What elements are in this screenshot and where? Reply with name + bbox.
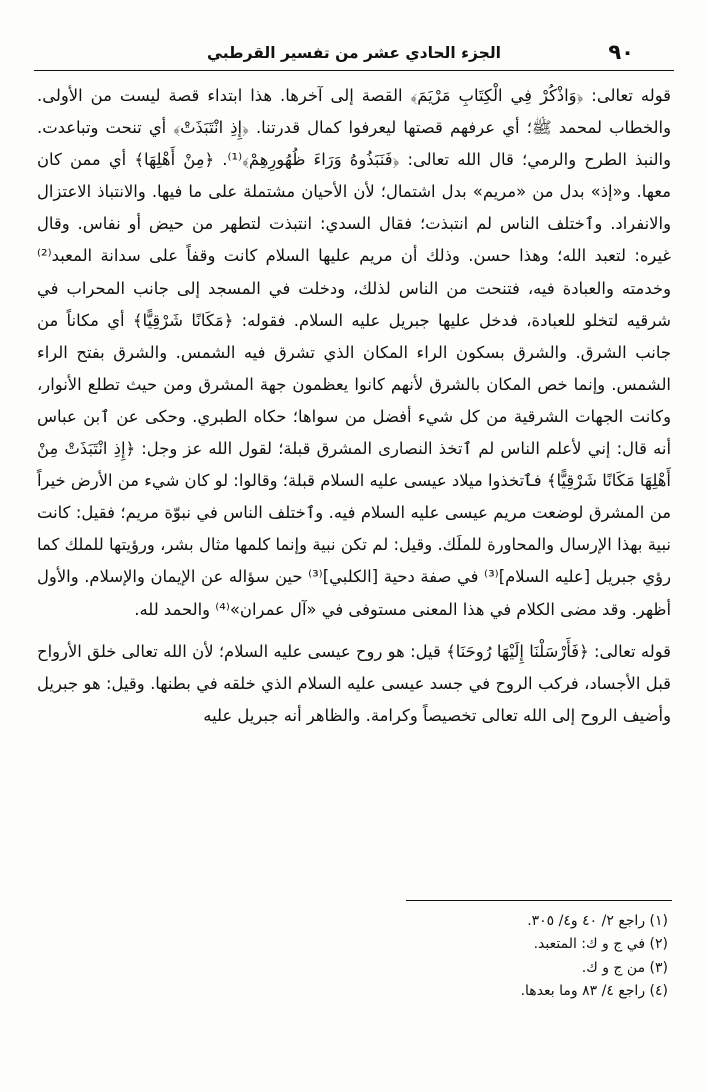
paragraph: قوله تعالى: ﴿وَاذْكُرْ فِي الْكِتَابِ مَرْيَمَ﴾ القصة إلى آخرها. هذا ابتداء قصة ليست من الأولى. والخطاب لمحمد ﷺ؛ أي عرفهم قصتها ليعرفوا كمال قدرتنا. ﴿إِذِ انْتَبَذَتْ﴾ أي تنحت وتباعدت. والنبذ الطرح والرمي؛ قال الله تعالى: ﴿فَنَبَذُوهُ وَرَاءَ ظُهُورِهِمْ﴾⁽¹⁾. ﴿مِنْ أَهْلِهَا﴾ أي ممن كان معها. و«إذ» بدل من «مريم» بدل اشتمال؛ لأن الأحيان مشتملة على ما فيها. والانتباذ الاعتزال والانفراد. وٱختلف الناس لم انتبذت؛ فقال السدي: انتبذت لتطهر من حيض أو نفاس. وقال غيره: لتعبد الله؛ وهذا حسن. وذلك أن مريم عليها السلام كانت وقفاً على سدانة المعبد⁽²⁾ وخدمته والعبادة فيه، فتنحت من الناس لذلك، ودخلت في المسجد إلى جانب المحراب في شرقيه لتخلو للعبادة، فدخل عليها جبريل عليه السلام. فقوله: ﴿مَكَانًا شَرْقِيًّا﴾ أي مكاناً من جانب الشرق. والشرق بسكون الراء المكان الذي تشرق فيه الشمس. والشرق بفتح الراء الشمس. وإنما خص المكان بالشرق لأنهم كانوا يعظمون جهة المشرق ومن حيث تطلع الأنوار، وكانت الجهات الشرقية من كل شيء أفضل من سواها؛ حكاه الطبري. وحكى عن ٱبن عباس أنه قال: إني لأعلم الناس لم ٱتخذ النصارى المشرق قبلة؛ لقول الله عز وجل: ﴿إِذِ انْتَبَذَتْ مِنْ أَهْلِهَا مَكَانًا شَرْقِيًّا﴾ فٱتخذوا ميلاد عيسى عليه السلام قبلة؛ وقالوا: لو كان شيء من الأرض خيراً من المشرق لوضعت مريم عيسى عليه السلام فيه. وٱختلف الناس في نبوّة مريم؛ فقيل: كانت نبية بهذا الإرسال والمحاورة للملَك. وقيل: لم تكن نبية وإنما كلمها مثال بشر، ورؤيتها للملك كما رؤي جبريل [عليه السلام]⁽³⁾ في صفة دحية [الكلبي]⁽³⁾ حين سؤاله عن الإيمان والإسلام. والأول أظهر. وقد مضى الكلام في هذا المعنى مستوفى في «آل عمران»⁽⁴⁾ والحمد لله. bbox=[37, 86, 671, 619]
paragraph: قوله تعالى: ﴿فَأَرْسَلْنَا إِلَيْهَا رُوحَنَا﴾ قيل: هو روح عيسى عليه السلام؛ لأن الله تعالى خلق الأرواح قبل الأجساد، فركب الروح في جسد عيسى عليه السلام الذي خلقه في بطنها. وقيل: هو جبريل وأضيف الروح إلى الله تعالى تخصيصاً وكرامة. والظاهر أنه جبريل عليه bbox=[37, 641, 671, 725]
footnote: (٢) في ج و ك: المتعبد. bbox=[533, 936, 668, 953]
running-title: الجزء الحادي عشر من تفسير القرطبي bbox=[207, 44, 501, 62]
header-rule bbox=[34, 70, 674, 71]
footnote: (٣) من ج و ك. bbox=[581, 959, 668, 976]
footnotes bbox=[300, 910, 668, 1003]
page-header bbox=[40, 38, 668, 68]
footnote: (١) راجع ٢/ ٤٠ و٤/ ٣٠٥. bbox=[527, 913, 668, 929]
footnote: (٤) راجع ٤/ ٨٣ وما بعدها. bbox=[520, 982, 668, 999]
footnote-rule bbox=[406, 900, 672, 901]
main-text bbox=[37, 80, 671, 732]
page-number: ٩٠ bbox=[608, 40, 634, 64]
